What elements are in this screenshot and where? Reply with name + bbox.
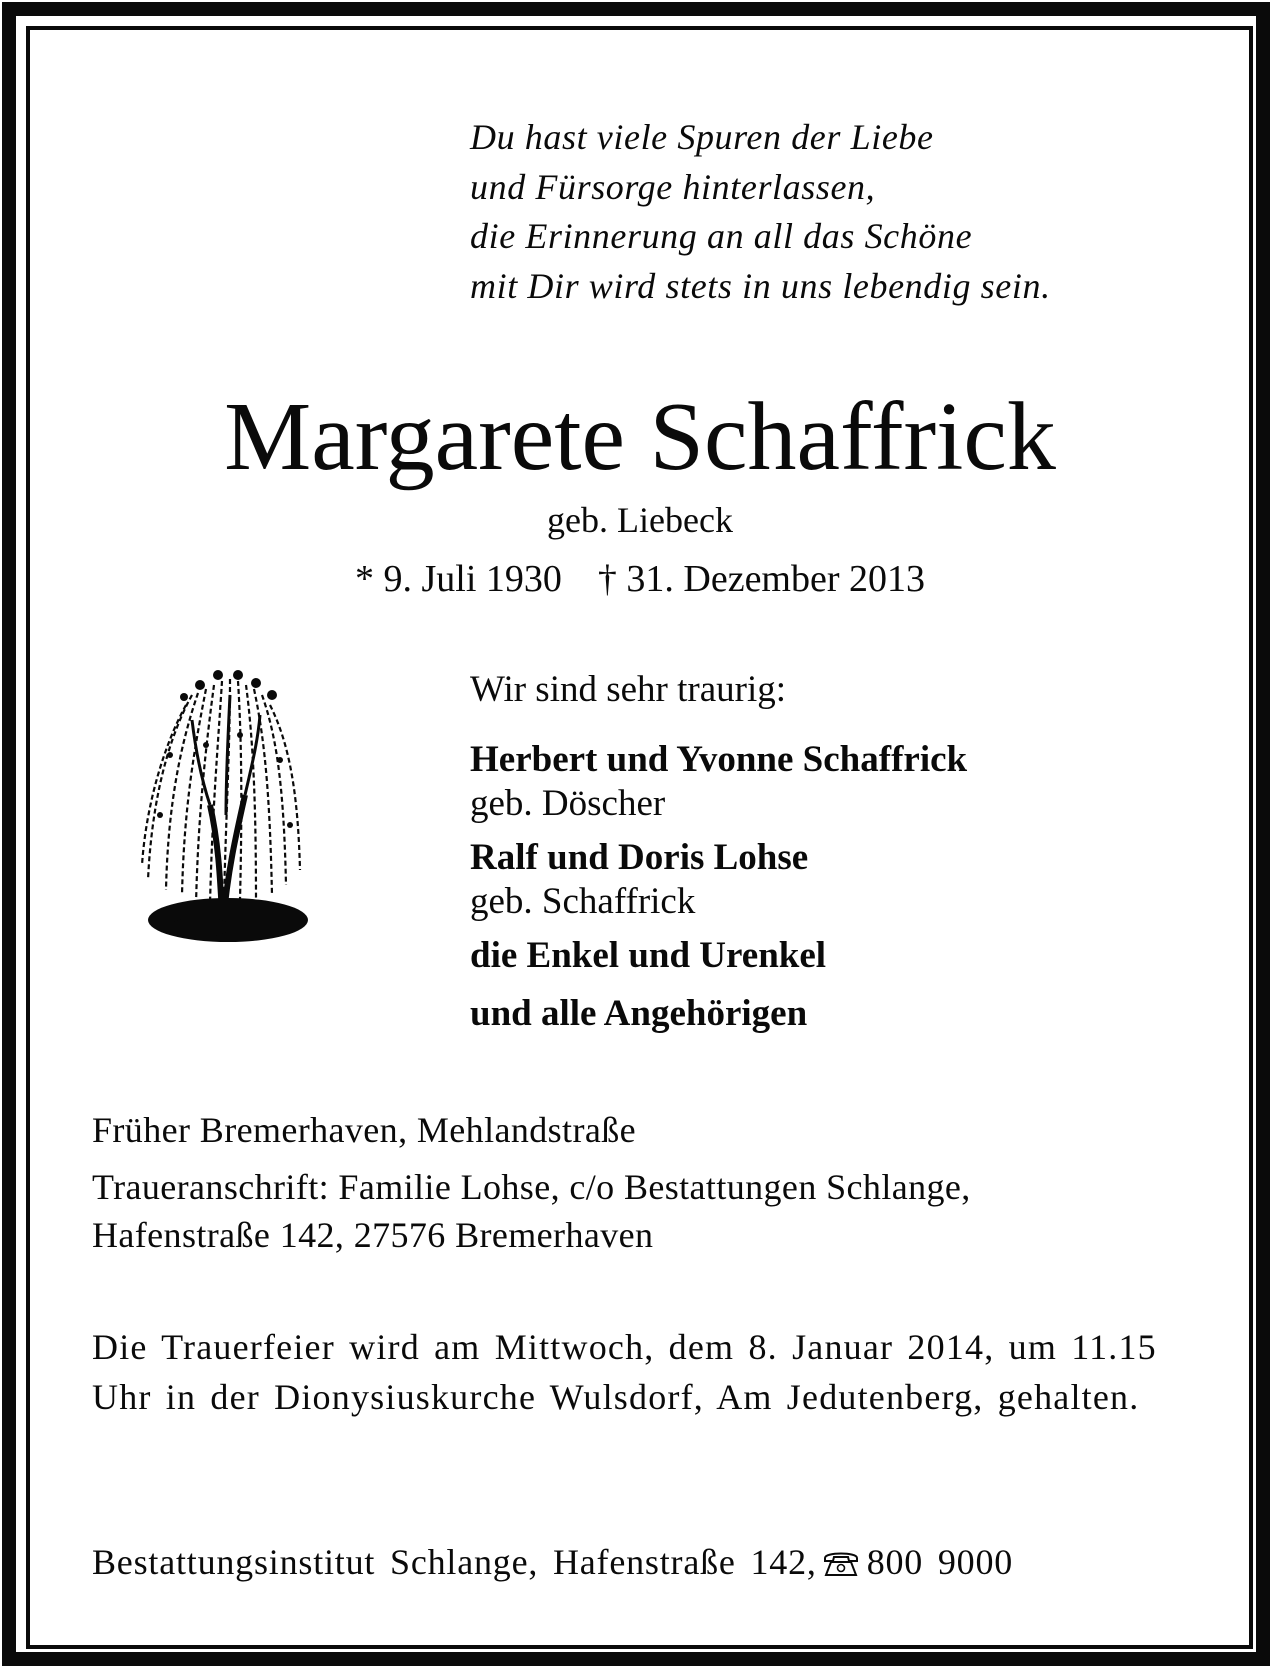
birth-date: * 9. Juli 1930 <box>354 558 562 600</box>
weeping-willow-icon <box>140 665 310 955</box>
death-date: † 31. Dezember 2013 <box>597 558 926 600</box>
memorial-poem <box>470 113 1051 311</box>
mourning-address-line: Hafenstraße 142, 27576 Bremerhaven <box>92 1215 654 1255</box>
poem-line: mit Dir wird stets in uns lebendig sein. <box>470 265 1051 306</box>
mourner-grandchildren: die Enkel und Urenkel <box>470 935 827 976</box>
former-address: Früher Bremerhaven, Mehlandstraße <box>92 1110 637 1150</box>
undertaker-line <box>92 1538 1013 1586</box>
mourner-relatives: und alle Angehörigen <box>470 993 808 1034</box>
poem-line: Du hast viele Spuren der Liebe <box>470 117 934 157</box>
deceased-name: Margarete Schaffrick <box>224 383 1056 491</box>
mourning-address <box>92 1163 971 1259</box>
undertaker-phone: 800 9000 <box>866 1542 1014 1582</box>
mourning-address-line: Traueranschrift: Familie Lohse, c/o Bestattungen Schlange, <box>92 1167 971 1207</box>
poem-line: und Fürsorge hinterlassen, <box>470 166 876 207</box>
poem-line: die Erinnerung an all das Schöne <box>470 216 973 256</box>
telephone-icon <box>821 1548 861 1578</box>
funeral-service-notice: Die Trauerfeier wird am Mittwoch, dem 8. Januar 2014, um 11.15 Uhr in der Dionysiuskurche Wulsdorf, Am Jedutenberg, gehalten. <box>92 1327 1157 1417</box>
mourner-maiden-name: geb. Döscher <box>470 783 666 824</box>
maiden-name: geb. Liebeck <box>547 500 733 540</box>
undertaker-name: Bestattungsinstitut Schlange, Hafenstraße 142, <box>92 1542 817 1582</box>
mourner-couple: Ralf und Doris Lohse <box>470 837 809 878</box>
mourner-maiden-name: geb. Schaffrick <box>470 881 696 922</box>
mourners-intro: Wir sind sehr traurig: <box>470 669 787 710</box>
life-dates <box>0 557 1280 601</box>
mourner-couple: Herbert und Yvonne Schaffrick <box>470 739 968 780</box>
mourners-list <box>470 668 967 1036</box>
